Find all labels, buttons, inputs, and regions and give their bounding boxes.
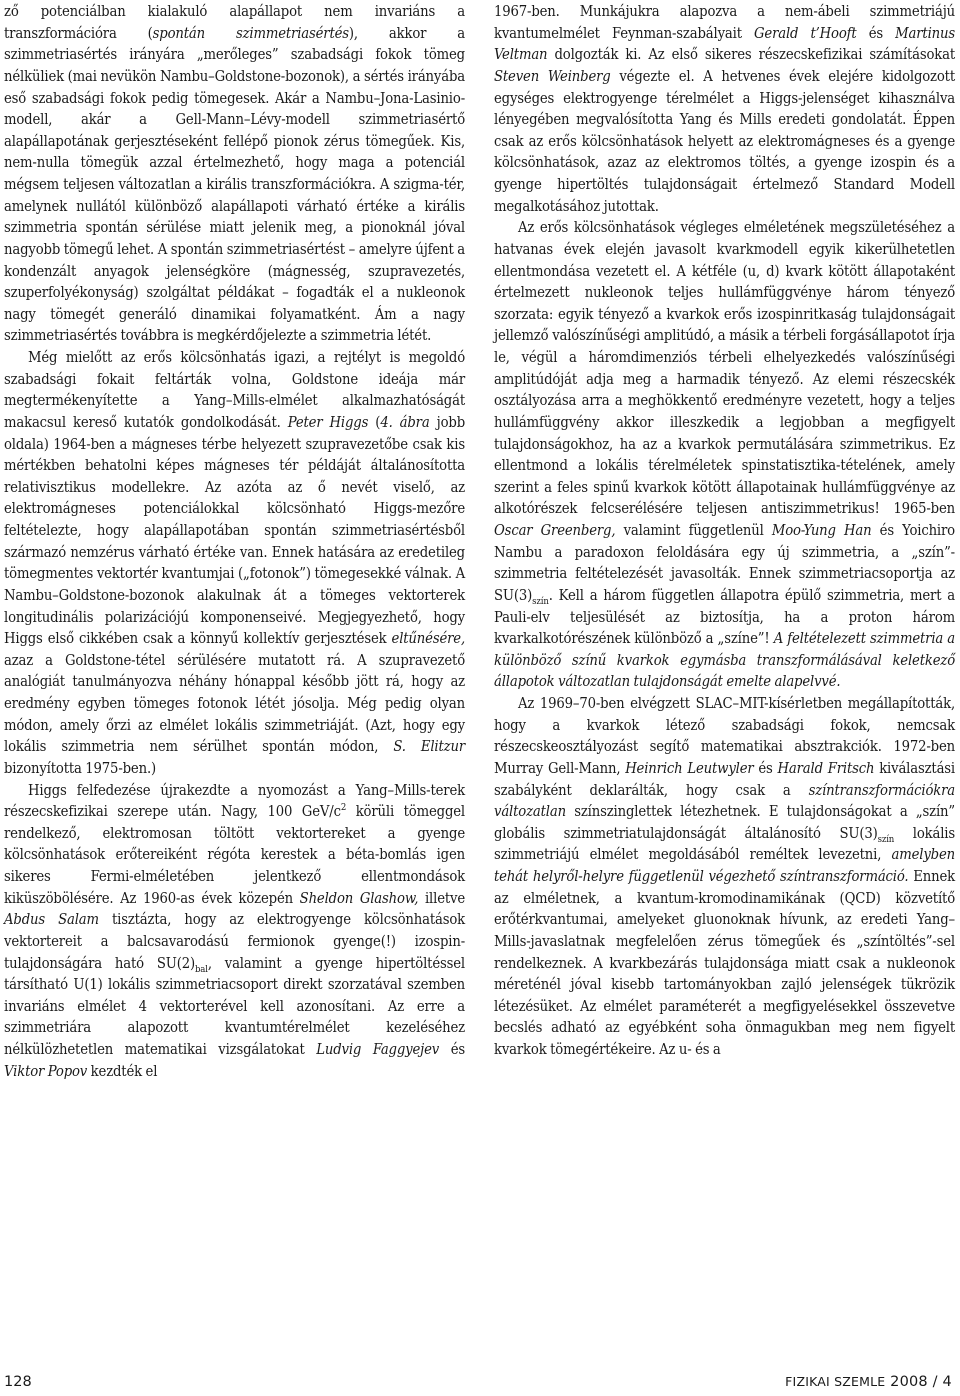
right-text-column [494, 0, 955, 1061]
paragraph: Az 1969–70-ben elvégzett SLAC–MIT-kísérletben megállapították, hogy a kvarkok létező szabadsági fokok, nemcsak részecskeosztályozást segítő matematikai absztrakciók. 1972-ben Murray Gell-Mann, Heinrich Leutwyler és Harald Fritsch kiválasztási szabályként deklarálták, hogy csak a színtranszformációkra változatlan színszinglettek létezhetnek. E tulajdonságokat a „szín” globális szimmetriatulajdonságát általánosító $SU(3)_{szín}$ lokális szimmetriájú elmélet megoldásából reméltek levezetni, amelyben tehát helyről-helyre függetlenül végezhető színtranszformáció. Ennek az elméletnek, a kvantum-kromodinamikának (QCD) közvetítő erőtérkvantumai, amelyeket gluonoknak hívunk, az eredeti Yang–Mills-javaslatnak megfelelően zérus tömegűek és „színtöltés”-sel rendelkeznek. A kvarkbezárás tulajdonsága miatt csak a nukleonok méreténél jóval kisebb tartományokban zajló jelenségek tükrözik létezésüket. Az elmélet paraméterét a megfigyelésekkel összevetve becslés adható az egyébként soha önmagukban meg nem figyelt kvarkok tömegértékeire. Az u- és a [494, 695, 955, 1058]
paragraph: Higgs felfedezése újrakezdte a nyomozást a Yang–Mills-terek részecskefizikai szerepe után. Nagy, 100 GeV/$c^2$ körüli tömeggel rendelkező, elektromosan töltött vektortereket a gyenge kölcsönhatások erőtereiként régóta kerestek a béta-bomlás igen sikeres Fermi-elméletében jelentkező ellentmondások kiküszöbölésére. Az 1960-as évek közepén Sheldon Glashow, illetve Abdus Salam tisztázta, hogy az elektrogyenge kölcsönhatások vektortereit a balcsavarodású fermionok gyenge(!) izospin-tulajdonságára ható $SU(2)_{bal}$, valamint a gyenge hipertöltéssel társítható U(1) lokális szimmetriacsoport direkt szorzatával szemben invariáns elmélet 4 vektorterével kell azonosítani. Az erre a szimmetriára alapozott kvantumtérelmélet kezeléséhez nélkülözhetetlen matematikai vizsgálatokat Ludvig Faggyejev és Viktor Popov kezdték el [4, 781, 466, 1080]
journal-name: FIZIKAI SZEMLE [785, 1374, 886, 1389]
paragraph: Még mielőtt az erős kölcsönhatás igazi, a rejtélyt is megoldó szabadsági fokait feltárták volna, Goldstone ideája már megtermékenyítette a Yang–Mills-elmélet alkalmazhatóságát makacsul kereső kutatók gondolkodását. Peter Higgs (4. ábra jobb oldala) 1964-ben a mágneses térbe helyezett szupravezetőbe csak kis mértékben behatolni képes mágneses tér példáját általánosította relativisztikus modellekre. Az azóta az ő nevét viselő, az elektromágneses potenciálokkal kölcsönható Higgs-mezőre feltételezte, hogy alapállapotában spontán szimmetriasértésből származó nemzérus várható értéke van. Ennek hatására az eredetileg tömegmentes vektortér kvantumjai („fotonok”) tömegesekké válnak. A Nambu–Goldstone-bozonok alakulnak át a tömeges vektorterek longitudinális polarizációjú komponenseivé. Megjegyezhető, hogy Higgs első cikkében csak a könnyű kollektív gerjesztések eltűnésére, azaz a Goldstone-tétel sérülésére mutatott rá. A szupravezető analógiát tanulmányozva néhány hónappal később jött rá, hogy az eredmény egyben tömeges fotonok létét jósolja. Még pedig olyan módon, amely őrzi az elmélet lokális szimmetriáját. (Azt, hogy egy lokális szimmetria nem sérülhet spontán módon, S. Elitzur bizonyította 1975-ben.) [4, 349, 465, 777]
page-number: 128 [4, 1374, 32, 1390]
journal-issue: 2008 / 4 [890, 1374, 952, 1390]
left-text-column [4, 0, 465, 1082]
paragraph: 1967-ben. Munkájukra alapozva a nem-ábeli szimmetriájú kvantumelmélet Feynman-szabályait Gerald t’Hooft és Martinus Veltman dolgozták ki. Az első sikeres részecskefizikai számításokat Steven Weinberg végezte el. A hetvenes évek elejére kidolgozott egységes elektrogyenge térelmélet a Higgs-jelenséget kihasználva lényegében megvalósította Yang és Mills eredeti gondolatát. Éppen csak az erős kölcsönhatások helyett az elektromágneses és a gyenge kölcsönhatások, azaz az elektromos töltés, a gyenge izospin és a gyenge hipertöltés tulajdonságait értelmező Standard Modell megalkotásához jutottak. [494, 3, 956, 215]
paragraph: ző potenciálban kialakuló alapállapot nem invariáns a transzformációra (spontán szimmetriasértés), akkor a szimmetriasértés irányára „merőleges” szabadsági fokok tömeg nélküliek (mai nevükön Nambu–Goldstone-bozonok), a sértés irányába eső szabadsági fokok pedig tömegesek. Akár a Nambu–Jona-Lasinio-modell, akár a Gell-Mann–Lévy-modell szimmetriasértő alapállapotának gerjesztéseként fellépő pionok zérus tömegűek. Kis, nem-nulla tömegük azzal értelmezhető, hogy maga a potenciál mégsem teljesen változatlan a királis transzformációkra. A szigma-tér, amelynek nullától különböző alapállapoti várható értéke a királis szimmetria spontán sérülése miatt jelenik meg, a pionoknál jóval nagyobb tömegű lehet. A spontán szimmetriasértést – amelyre újfent a kondenzált anyagok jelenségköre (mágnesség, szupravezetés, szuperfolyékonyság) szolgáltat példákat – fogadták el a nukleonok nagy tömegét generáló dinamikai folyamatként. Ám a nagy szimmetriasértés továbbra is megkérdőjelezte a szimmetria létét. [4, 3, 465, 345]
paragraph: Az erős kölcsönhatások végleges elméletének megszületéséhez a hatvanas évek elején javasolt kvarkmodell egyik kikerülhetetlen ellentmondása vezetett el. A kétféle (u, d) kvark kötött állapotaként értelmezett nukleonok teljes hullámfüggvénye három tényező szorzata: egyik tényező a kvarkok erős izospinritkaság tulajdonságait jellemző valószínűségi amplitúdó, a másik a térbeli forgásállapotot írja le, végül a háromdimenziós térbeli elhelyezkedés valószínűségi amplitúdóját adja meg a harmadik tényező. Az elemi részecskék osztályozása arra a meghökkentő eredményre vezetett, hogy a teljes hullámfüggvény akkor illeszkedik a legjobban a megfigyelt tulajdonságokhoz, ha az a kvarkok permutálására szimmetrikus. Ez ellentmond a lokális térelméletek spinstatisztika-tételének, amely szerint a feles spinű kvarkok kötött állapotainak hullámfüggvénye az alkotórészek felcserélésére teljesen antiszimmetrikus! 1965-ben Oscar Greenberg, valamint függetlenül Moo-Yung Han és Yoichiro Nambu a paradoxon feloldására egy új szimmetria, a „szín”-szimmetria feltételezését javasolták. Ennek szimmetriacsoportja az $SU(3)_{szín}$. Kell a három független állapotra épülő szimmetria, mert a Pauli-elv teljesülését az biztosítja, ha a proton három kvarkalkotórészének különböző a „színe”! A feltételezett szimmetria a különböző színű kvarkok egymásba transzformálásával keletkező állapotok változatlan tulajdonságát emelte alapelvvé. [494, 219, 955, 691]
journal-footer [785, 1374, 952, 1390]
